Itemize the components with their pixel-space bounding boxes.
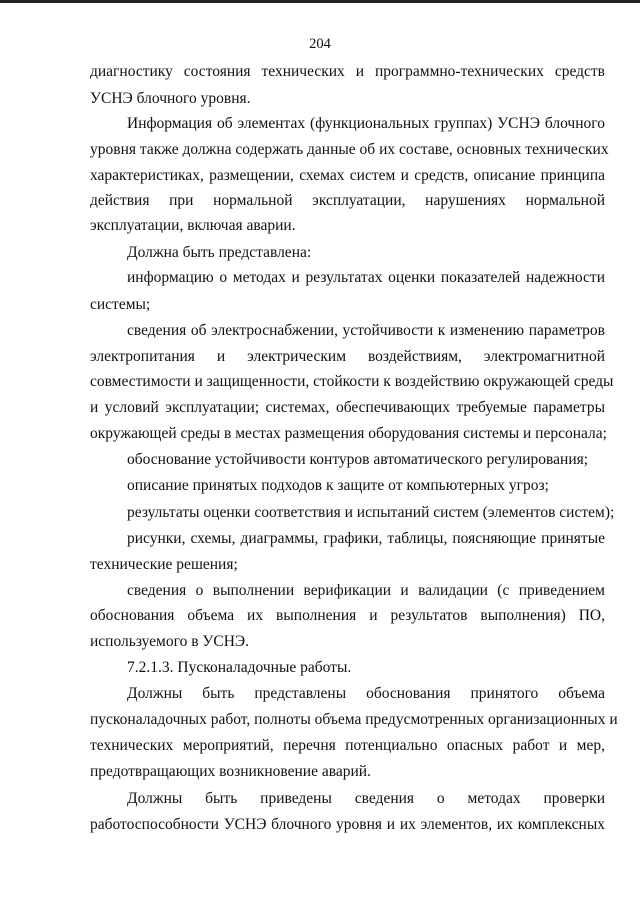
text-line: Должны быть приведены сведения о методах проверки xyxy=(127,790,605,807)
text-line: совместимости и защищенности, стойкости к воздействию окружающей среды xyxy=(90,373,614,390)
text-line: эксплуатации, включая аварии. xyxy=(90,217,296,234)
text-line: диагностику состояния технических и программно-технических средств xyxy=(90,63,605,80)
text-line: Должны быть представлены обоснования принятого объема xyxy=(127,685,605,702)
text-line: информацию о методах и результатах оценки показателей надежности xyxy=(127,269,605,286)
text-line: сведения об электроснабжении, устойчивости к изменению параметров xyxy=(127,322,605,339)
text-line: Информация об элементах (функциональных группах) УСНЭ блочного xyxy=(127,115,605,132)
text-line: пусконаладочных работ, полноты объема предусмотренных организационных и xyxy=(90,711,618,728)
text-line: системы; xyxy=(90,296,151,313)
text-line: обоснование устойчивости контуров автоматического регулирования; xyxy=(127,451,589,468)
text-line: уровня также должна содержать данные об их составе, основных технических xyxy=(90,141,609,158)
text-line: описание принятых подходов к защите от компьютерных угроз; xyxy=(127,477,549,494)
text-line: действия при нормальной эксплуатации, нарушениях нормальной xyxy=(90,192,605,209)
text-line: УСНЭ блочного уровня. xyxy=(90,90,251,107)
page-number: 204 xyxy=(309,36,331,52)
text-line: характеристиках, размещении, схемах систем и средств, описание принципа xyxy=(90,167,605,184)
text-line: электропитания и электрическим воздействиям, электромагнитной xyxy=(90,348,605,365)
text-line: и условий эксплуатации; системах, обеспечивающих требуемые параметры xyxy=(90,399,605,416)
text-line: результаты оценки соответствия и испытаний систем (элементов систем); xyxy=(127,504,615,521)
text-line: обоснования объема их выполнения и результатов выполнения) ПО, xyxy=(90,607,605,624)
text-line: предотвращающих возникновение аварий. xyxy=(90,763,371,780)
text-line: технические решения; xyxy=(90,556,238,573)
text-line: работоспособности УСНЭ блочного уровня и их элементов, их комплексных xyxy=(90,816,605,833)
text-line: технических мероприятий, перечня потенциально опасных работ и мер, xyxy=(90,737,605,754)
top-border xyxy=(0,0,640,3)
text-line: Должна быть представлена: xyxy=(127,244,312,261)
text-line: окружающей среды в местах размещения оборудования системы и персонала; xyxy=(90,425,607,442)
text-line: используемого в УСНЭ. xyxy=(90,633,250,650)
section-heading: 7.2.1.3. Пусконаладочные работы. xyxy=(127,659,352,676)
text-line: сведения о выполнении верификации и валидации (с приведением xyxy=(127,582,605,599)
text-line: рисунки, схемы, диаграммы, графики, таблицы, поясняющие принятые xyxy=(127,530,605,547)
